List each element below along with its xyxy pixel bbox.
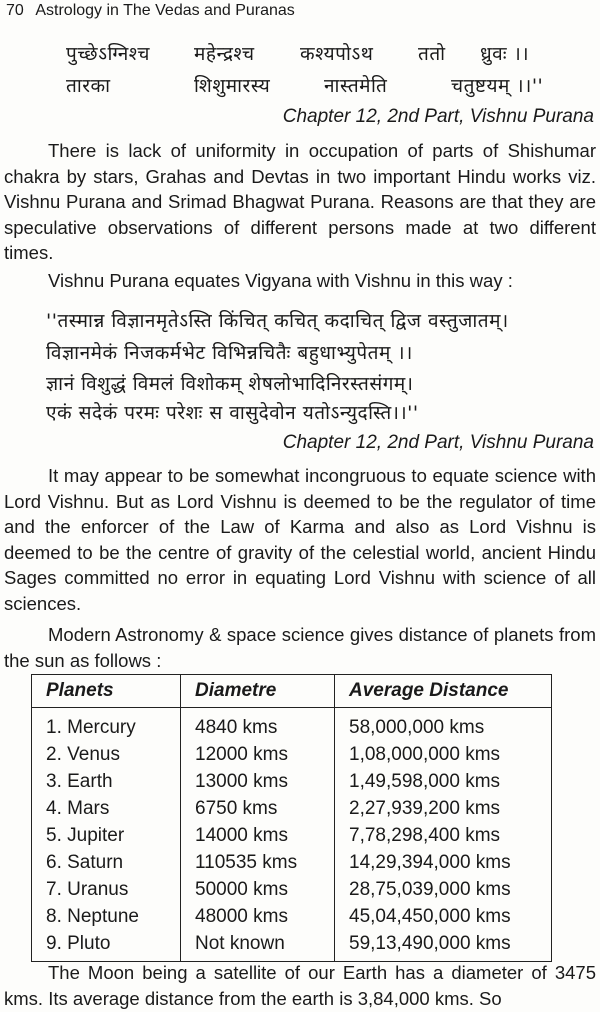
table-cell: 5. Jupiter [32,822,181,849]
table-cell: 2,27,939,200 kms [335,795,552,822]
table-cell: 3. Earth [32,768,181,795]
verse2-line: एकं सदेकं परमः परेशः स वासुदेवोन यतोऽन्युदस्ति।।'' [46,402,419,424]
paragraph: It may appear to be somewhat incongruous to equate science with Lord Vishnu. But as Lord Vishnu is deemed to be the regulator of time and the enforcer of the Law of Karma and also as Lord Vishnu is deemed to be the centre of gravity of the celestial world, ancient Hindu Sages committed no error in equating Lord Vishnu with science of all sciences. [4,465,596,614]
table-cell: 50000 kms [181,876,335,903]
table-cell: 7,78,298,400 kms [335,822,552,849]
verse-word: ततो [418,43,446,65]
table-cell: 8. Neptune [32,903,181,930]
column-header: Average Distance [335,675,552,708]
table-cell: 1. Mercury [32,708,181,742]
verse-word: कश्यपोऽथ [300,43,374,65]
source-citation: Chapter 12, 2nd Part, Vishnu Purana [282,432,594,453]
table-row [32,708,552,742]
verse2-line: विज्ञानमेकं निजकर्मभेट विभिन्नचितैः बहुधाभ्युपेतम् ।। [46,342,413,364]
table-row [32,876,552,903]
table-row [32,930,552,962]
table-cell: 48000 kms [181,903,335,930]
table-row [32,822,552,849]
column-header: Planets [32,675,181,708]
verse-word: नास्तमेति [324,75,388,97]
verse-word: ध्रुवः ।। [480,43,530,65]
table-header-row [32,675,552,708]
table-cell: 6. Saturn [32,849,181,876]
table-row [32,741,552,768]
verse-word: चतुष्टयम् ।।'' [451,75,544,97]
table-cell: Not known [181,930,335,962]
table-cell: 1,49,598,000 kms [335,768,552,795]
table-cell: 7. Uranus [32,876,181,903]
table-cell: 12000 kms [181,741,335,768]
paragraph: There is lack of uniformity in occupation of parts of Shishumar chakra by stars, Grahas and Devtas in two important Hindu works viz. Vishnu Purana and Srimad Bhagwat Purana. Reasons are that they are speculative observations of different persons made at two different times. [4,140,596,264]
table-cell: 59,13,490,000 kms [335,930,552,962]
table-cell: 28,75,039,000 kms [335,876,552,903]
table-cell: 6750 kms [181,795,335,822]
table-cell: 14,29,394,000 kms [335,849,552,876]
verse-word: तारका [66,75,111,97]
table-cell: 9. Pluto [32,930,181,962]
page-header [6,2,295,20]
table-cell: 14000 kms [181,822,335,849]
table-cell: 110535 kms [181,849,335,876]
table-cell: 4840 kms [181,708,335,742]
table-cell: 2. Venus [32,741,181,768]
table-row [32,903,552,930]
verse-word: महेन्द्रश्च [194,43,255,65]
table-row [32,768,552,795]
verse2-line: ''तस्मान्न विज्ञानमृतेऽस्ति किंचित् कचित् कदाचित् द्विज वस्तुजातम्। [46,310,509,332]
table-cell: 58,000,000 kms [335,708,552,742]
planets-table [31,674,552,962]
table-cell: 4. Mars [32,795,181,822]
paragraph: Vishnu Purana equates Vigyana with Vishnu in this way : [48,270,513,291]
table-row [32,795,552,822]
paragraph: Modern Astronomy & space science gives distance of planets from the sun as follows : [4,624,596,671]
page-number: 70 [6,2,24,19]
paragraph: The Moon being a satellite of our Earth has a diameter of 3475 kms. Its average distance from the earth is 3,84,000 kms. So [4,962,596,1009]
table-row [32,849,552,876]
verse-word: शिशुमारस्य [194,75,271,97]
verse-word: पुच्छेऽग्निश्च [66,43,150,65]
column-header: Diametre [181,675,335,708]
table-cell: 1,08,000,000 kms [335,741,552,768]
table-cell: 45,04,450,000 kms [335,903,552,930]
table-cell: 13000 kms [181,768,335,795]
running-title: Astrology in The Vedas and Puranas [35,2,295,19]
verse2-line: ज्ञानं विशुद्धं विमलं विशोकम् शेषलोभादिनिरस्तसंगम्। [46,373,414,395]
source-citation: Chapter 12, 2nd Part, Vishnu Purana [282,106,594,127]
